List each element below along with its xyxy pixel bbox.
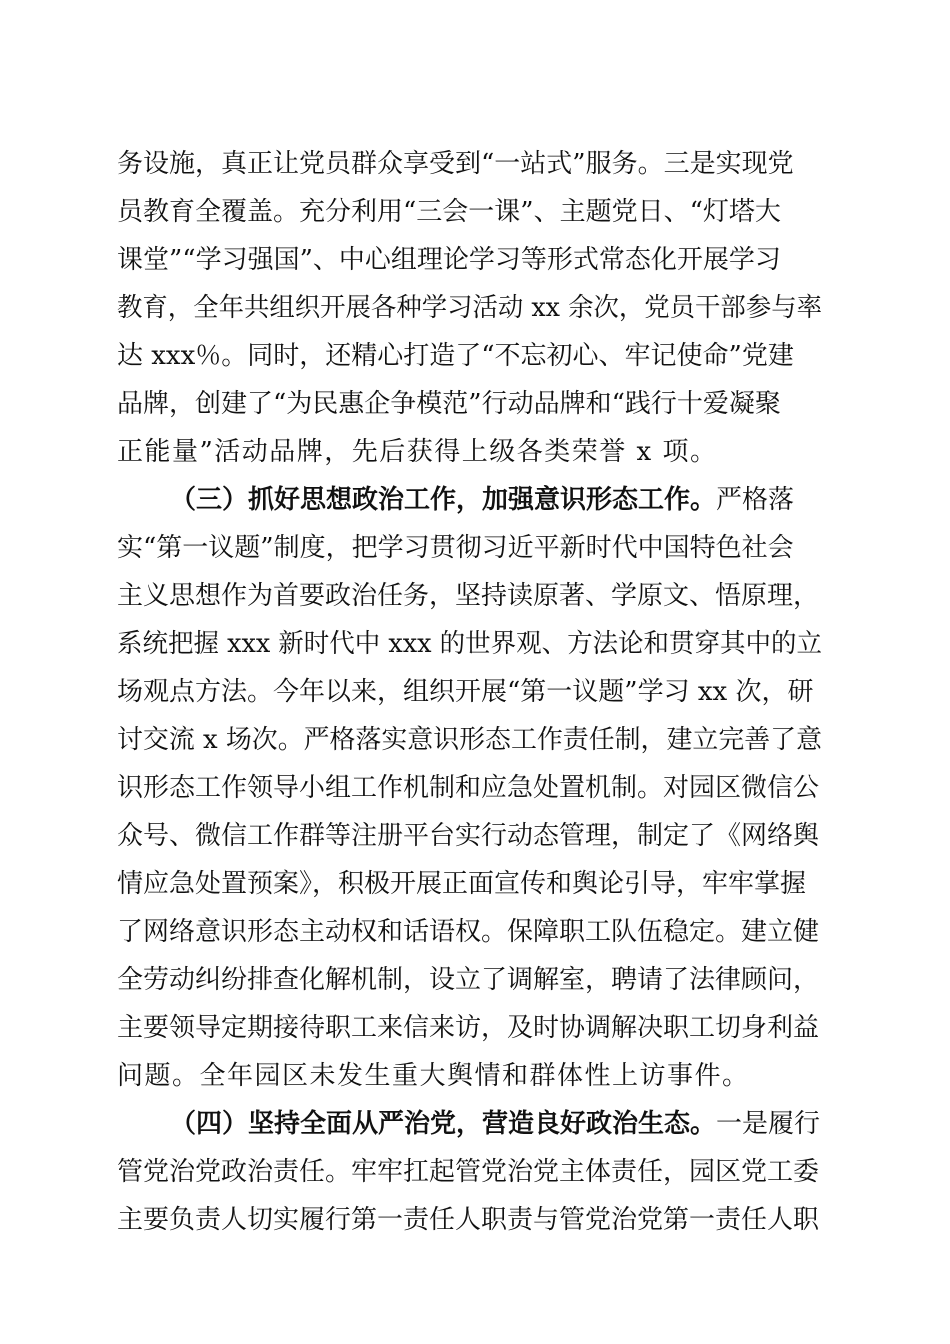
- line-text: 实“第一议题”制度，把学习贯彻习近平新时代中国特色社会: [117, 533, 794, 563]
- line-text: 问题。全年园区未发生重大舆情和群体性上访事件。: [117, 1061, 750, 1091]
- line-text: 情应急处置预案》，积极开展正面宣传和舆论引导，牢牢掌握: [117, 869, 807, 899]
- text-line: [0, 476, 950, 524]
- text-line: [0, 1196, 950, 1244]
- text-line: [0, 236, 950, 284]
- text-line: [0, 332, 950, 380]
- text-line: [0, 812, 950, 860]
- line-text: [170, 1100, 820, 1148]
- text-line: [0, 380, 950, 428]
- heading-rest: 严格落: [716, 485, 795, 515]
- line-text: [170, 476, 794, 524]
- text-line: [0, 284, 950, 332]
- line-text: 课堂”“学习强国”、中心组理论学习等形式常态化开展学习: [117, 245, 781, 275]
- line-text: 务设施，真正让党员群众享受到“一站式”服务。三是实现党: [117, 149, 794, 179]
- line-text: 主要领导定期接待职工来信来访，及时协调解决职工切身利益: [117, 1013, 820, 1043]
- text-line: [0, 1004, 950, 1052]
- text-line: [0, 860, 950, 908]
- text-line: [0, 140, 950, 188]
- text-line: [0, 716, 950, 764]
- text-line: [0, 668, 950, 716]
- text-line: [0, 620, 950, 668]
- line-text: 主义思想作为首要政治任务，坚持读原著、学原文、悟原理，: [117, 581, 820, 611]
- text-line: [0, 1052, 950, 1100]
- text-line: [0, 1100, 950, 1148]
- line-text: 了网络意识形态主动权和话语权。保障职工队伍稳定。建立健: [117, 917, 820, 947]
- text-line: [0, 428, 950, 476]
- line-text: 达 xxx％。同时，还精心打造了“不忘初心、牢记使命”党建: [117, 341, 794, 371]
- line-text: 管党治党政治责任。牢牢扛起管党治党主体责任，园区党工委: [117, 1157, 820, 1187]
- line-text: 主要负责人切实履行第一责任人职责与管党治党第一责任人职: [117, 1205, 820, 1235]
- line-text: 讨交流 x 场次。严格落实意识形态工作责任制，建立完善了意: [117, 725, 822, 755]
- text-line: [0, 524, 950, 572]
- heading-rest: 一是履行: [716, 1109, 821, 1139]
- line-text: 众号、微信工作群等注册平台实行动态管理，制定了《网络舆: [117, 821, 820, 851]
- line-text: 品牌，创建了“为民惠企争模范”行动品牌和“践行十爱凝聚: [117, 389, 781, 419]
- line-text: 正能量”活动品牌，先后获得上级各类荣誉 x 项。: [117, 437, 718, 467]
- line-text: 员教育全覆盖。充分利用“三会一课”、主题党日、“灯塔大: [117, 197, 781, 227]
- text-line: [0, 956, 950, 1004]
- section-heading: （三）抓好思想政治工作，加强意识形态工作。: [170, 485, 717, 515]
- text-line: [0, 572, 950, 620]
- line-text: 场观点方法。今年以来，组织开展“第一议题”学习 xx 次，研: [117, 677, 814, 707]
- line-text: 识形态工作领导小组工作机制和应急处置机制。对园区微信公: [117, 773, 820, 803]
- line-text: 全劳动纠纷排查化解机制，设立了调解室，聘请了法律顾问，: [117, 965, 820, 995]
- text-line: [0, 1148, 950, 1196]
- line-text: 系统把握 xxx 新时代中 xxx 的世界观、方法论和贯穿其中的立: [117, 629, 822, 659]
- text-line: [0, 764, 950, 812]
- line-text: 教育，全年共组织开展各种学习活动 xx 余次，党员干部参与率: [117, 293, 822, 323]
- text-line: [0, 188, 950, 236]
- text-line: [0, 908, 950, 956]
- section-heading: （四）坚持全面从严治党，营造良好政治生态。: [170, 1109, 717, 1139]
